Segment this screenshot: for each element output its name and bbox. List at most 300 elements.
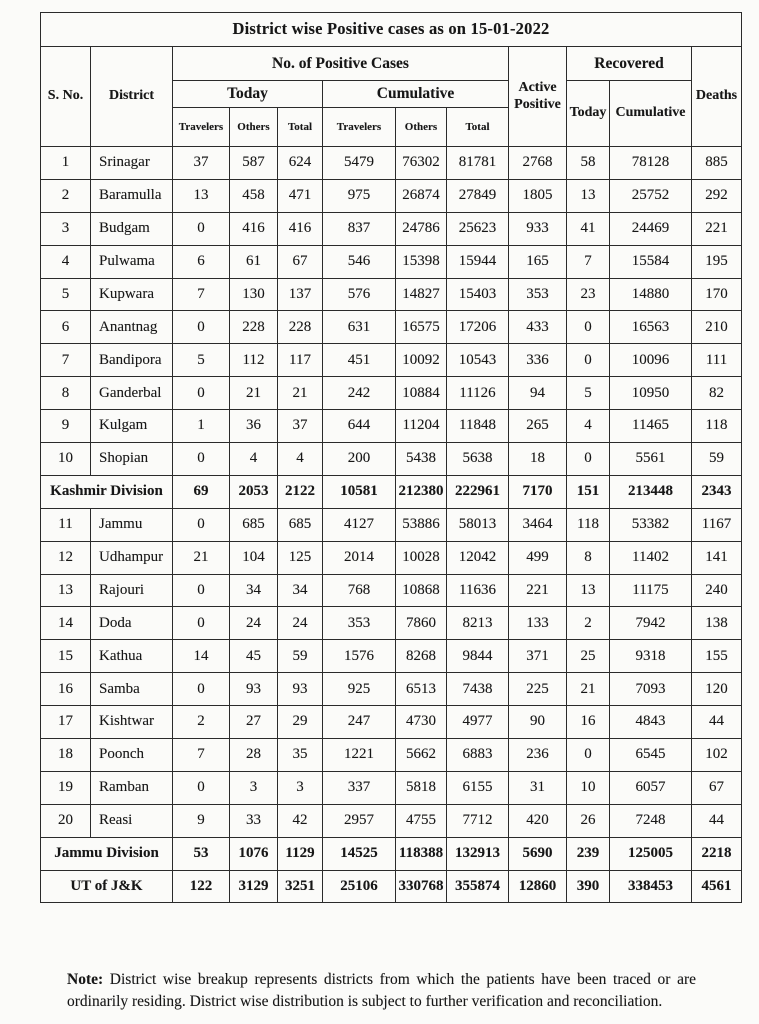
cell-cumulative-others: 10092 <box>396 344 447 377</box>
cell-cumulative-total: 15403 <box>447 278 509 311</box>
col-header-s-no: S. No. <box>41 47 91 147</box>
cell-recovered-today: 5 <box>567 377 610 410</box>
cell-cumulative-travelers: 242 <box>323 377 396 410</box>
cell-deaths: 885 <box>692 147 742 180</box>
cell-today-others: 36 <box>230 410 278 443</box>
cell-deaths: 195 <box>692 245 742 278</box>
cell-recovered-cumulative: 5561 <box>610 443 692 476</box>
cell-recovered-cumulative: 6057 <box>610 771 692 804</box>
cell-today-travelers: 2 <box>173 706 230 739</box>
district-row <box>41 706 742 739</box>
cell-recovered-cumulative: 53382 <box>610 508 692 541</box>
table-header <box>41 13 742 147</box>
cell-today-others: 34 <box>230 574 278 607</box>
cell-cumulative-travelers: 1576 <box>323 640 396 673</box>
cell-cumulative-travelers: 546 <box>323 245 396 278</box>
district-row <box>41 574 742 607</box>
cell-today-travelers: 0 <box>173 508 230 541</box>
district-row <box>41 179 742 212</box>
cell-recovered-today: 4 <box>567 410 610 443</box>
cell-s-no: 9 <box>41 410 91 443</box>
cell-district: Samba <box>91 673 173 706</box>
cell-s-no: 2 <box>41 179 91 212</box>
cell-district: Srinagar <box>91 147 173 180</box>
col-header-recovered-today: Today <box>567 81 610 147</box>
cell-today-total: 37 <box>278 410 323 443</box>
cell-cumulative-travelers: 837 <box>323 212 396 245</box>
cell-cumulative-travelers: 353 <box>323 607 396 640</box>
cell-today-others: 228 <box>230 311 278 344</box>
cell-recovered-cumulative: 78128 <box>610 147 692 180</box>
cell-s-no: 4 <box>41 245 91 278</box>
cell-today-travelers: 0 <box>173 673 230 706</box>
cell-today-others: 416 <box>230 212 278 245</box>
district-row <box>41 245 742 278</box>
cell-active-positive: 94 <box>509 377 567 410</box>
district-row <box>41 344 742 377</box>
cell-cumulative-others: 4730 <box>396 706 447 739</box>
cell-today-travelers: 37 <box>173 147 230 180</box>
cell-today-travelers: 0 <box>173 607 230 640</box>
cell-cumulative-others: 118388 <box>396 837 447 870</box>
cell-deaths: 44 <box>692 706 742 739</box>
cell-cumulative-total: 11126 <box>447 377 509 410</box>
cell-active-positive: 420 <box>509 804 567 837</box>
cell-today-total: 67 <box>278 245 323 278</box>
cell-recovered-today: 390 <box>567 870 610 903</box>
cell-today-travelers: 21 <box>173 541 230 574</box>
cell-cumulative-total: 4977 <box>447 706 509 739</box>
cell-cumulative-travelers: 576 <box>323 278 396 311</box>
cell-cumulative-total: 222961 <box>447 475 509 508</box>
cell-cumulative-others: 10028 <box>396 541 447 574</box>
cell-recovered-cumulative: 11465 <box>610 410 692 443</box>
cell-active-positive: 336 <box>509 344 567 377</box>
cell-today-others: 45 <box>230 640 278 673</box>
cell-today-total: 24 <box>278 607 323 640</box>
cell-cumulative-others: 15398 <box>396 245 447 278</box>
cell-today-total: 59 <box>278 640 323 673</box>
col-header-cumulative: Cumulative <box>323 81 509 108</box>
cell-recovered-today: 118 <box>567 508 610 541</box>
cell-s-no: 14 <box>41 607 91 640</box>
cell-active-positive: 265 <box>509 410 567 443</box>
cell-deaths: 221 <box>692 212 742 245</box>
district-row <box>41 443 742 476</box>
cell-active-positive: 353 <box>509 278 567 311</box>
cell-today-others: 33 <box>230 804 278 837</box>
cell-today-travelers: 0 <box>173 443 230 476</box>
district-row <box>41 673 742 706</box>
cell-cumulative-travelers: 2014 <box>323 541 396 574</box>
cell-cumulative-total: 25623 <box>447 212 509 245</box>
district-row <box>41 541 742 574</box>
cell-active-positive: 3464 <box>509 508 567 541</box>
cell-deaths: 170 <box>692 278 742 311</box>
cell-district: Kulgam <box>91 410 173 443</box>
cell-today-travelers: 69 <box>173 475 230 508</box>
cell-today-total: 624 <box>278 147 323 180</box>
cell-active-positive: 7170 <box>509 475 567 508</box>
cell-today-travelers: 14 <box>173 640 230 673</box>
cell-today-travelers: 5 <box>173 344 230 377</box>
summary-label: Jammu Division <box>41 837 173 870</box>
cell-today-total: 1129 <box>278 837 323 870</box>
cell-today-travelers: 13 <box>173 179 230 212</box>
cell-deaths: 2343 <box>692 475 742 508</box>
cell-recovered-cumulative: 16563 <box>610 311 692 344</box>
cell-cumulative-travelers: 10581 <box>323 475 396 508</box>
cell-deaths: 4561 <box>692 870 742 903</box>
cell-today-total: 125 <box>278 541 323 574</box>
cell-district: Ganderbal <box>91 377 173 410</box>
cell-district: Udhampur <box>91 541 173 574</box>
cell-recovered-cumulative: 11402 <box>610 541 692 574</box>
cell-district: Rajouri <box>91 574 173 607</box>
cell-today-total: 3251 <box>278 870 323 903</box>
cell-today-others: 27 <box>230 706 278 739</box>
cell-deaths: 118 <box>692 410 742 443</box>
cell-recovered-today: 26 <box>567 804 610 837</box>
summary-label: Kashmir Division <box>41 475 173 508</box>
cell-today-total: 29 <box>278 706 323 739</box>
cell-cumulative-others: 5438 <box>396 443 447 476</box>
district-row <box>41 739 742 772</box>
cell-deaths: 138 <box>692 607 742 640</box>
cell-cumulative-travelers: 631 <box>323 311 396 344</box>
cell-recovered-cumulative: 7248 <box>610 804 692 837</box>
cell-s-no: 1 <box>41 147 91 180</box>
cell-recovered-today: 0 <box>567 311 610 344</box>
cell-active-positive: 31 <box>509 771 567 804</box>
cell-s-no: 5 <box>41 278 91 311</box>
cell-recovered-cumulative: 25752 <box>610 179 692 212</box>
cell-cumulative-travelers: 337 <box>323 771 396 804</box>
cell-today-total: 137 <box>278 278 323 311</box>
cell-active-positive: 1805 <box>509 179 567 212</box>
cell-cumulative-travelers: 4127 <box>323 508 396 541</box>
summary-row-jammu-division <box>41 837 742 870</box>
cell-today-total: 228 <box>278 311 323 344</box>
cell-today-total: 4 <box>278 443 323 476</box>
cell-recovered-cumulative: 10096 <box>610 344 692 377</box>
cell-active-positive: 221 <box>509 574 567 607</box>
cell-active-positive: 433 <box>509 311 567 344</box>
cell-recovered-today: 2 <box>567 607 610 640</box>
cell-cumulative-total: 58013 <box>447 508 509 541</box>
cell-cumulative-travelers: 200 <box>323 443 396 476</box>
cell-cumulative-travelers: 5479 <box>323 147 396 180</box>
cell-district: Poonch <box>91 739 173 772</box>
summary-row-ut-of-j-k <box>41 870 742 903</box>
cell-today-others: 130 <box>230 278 278 311</box>
cell-deaths: 59 <box>692 443 742 476</box>
cell-recovered-cumulative: 125005 <box>610 837 692 870</box>
cell-s-no: 8 <box>41 377 91 410</box>
cell-today-others: 3129 <box>230 870 278 903</box>
cell-cumulative-total: 9844 <box>447 640 509 673</box>
cell-today-travelers: 0 <box>173 574 230 607</box>
cell-recovered-cumulative: 24469 <box>610 212 692 245</box>
cell-today-total: 35 <box>278 739 323 772</box>
cell-deaths: 1167 <box>692 508 742 541</box>
cell-district: Budgam <box>91 212 173 245</box>
cell-today-others: 587 <box>230 147 278 180</box>
cell-cumulative-total: 6883 <box>447 739 509 772</box>
cell-s-no: 10 <box>41 443 91 476</box>
cell-recovered-today: 7 <box>567 245 610 278</box>
cell-today-travelers: 0 <box>173 311 230 344</box>
cell-today-others: 458 <box>230 179 278 212</box>
note-text <box>67 969 696 1012</box>
col-header-today: Today <box>173 81 323 108</box>
cell-active-positive: 18 <box>509 443 567 476</box>
cell-deaths: 155 <box>692 640 742 673</box>
cell-district: Kishtwar <box>91 706 173 739</box>
cell-today-travelers: 0 <box>173 212 230 245</box>
cell-deaths: 111 <box>692 344 742 377</box>
district-row <box>41 771 742 804</box>
cell-cumulative-total: 355874 <box>447 870 509 903</box>
cell-today-others: 2053 <box>230 475 278 508</box>
cell-deaths: 141 <box>692 541 742 574</box>
cell-today-others: 93 <box>230 673 278 706</box>
cell-cumulative-travelers: 451 <box>323 344 396 377</box>
summary-label: UT of J&K <box>41 870 173 903</box>
cell-today-total: 2122 <box>278 475 323 508</box>
district-row <box>41 311 742 344</box>
cell-today-others: 61 <box>230 245 278 278</box>
col-header-cumulative-others: Others <box>396 108 447 147</box>
cell-recovered-cumulative: 4843 <box>610 706 692 739</box>
cell-recovered-cumulative: 6545 <box>610 739 692 772</box>
cell-cumulative-total: 12042 <box>447 541 509 574</box>
cell-today-travelers: 9 <box>173 804 230 837</box>
cell-today-others: 1076 <box>230 837 278 870</box>
cell-deaths: 210 <box>692 311 742 344</box>
cell-today-others: 3 <box>230 771 278 804</box>
col-header-recovered: Recovered <box>567 47 692 81</box>
cell-deaths: 292 <box>692 179 742 212</box>
cell-today-total: 21 <box>278 377 323 410</box>
cell-s-no: 16 <box>41 673 91 706</box>
district-row <box>41 212 742 245</box>
cell-cumulative-others: 330768 <box>396 870 447 903</box>
col-header-active-positive: Active Positive <box>509 47 567 147</box>
cell-s-no: 17 <box>41 706 91 739</box>
cell-cumulative-total: 81781 <box>447 147 509 180</box>
cell-active-positive: 2768 <box>509 147 567 180</box>
note-body: District wise breakup represents districts from which the patients have been traced or are ordinarily residing. District wise distribution is subject to further verification and reconciliation. <box>67 971 696 1010</box>
cell-cumulative-travelers: 768 <box>323 574 396 607</box>
col-header-positive-cases: No. of Positive Cases <box>173 47 509 81</box>
cell-recovered-today: 8 <box>567 541 610 574</box>
cell-cumulative-others: 53886 <box>396 508 447 541</box>
cell-deaths: 102 <box>692 739 742 772</box>
district-row <box>41 640 742 673</box>
cell-recovered-cumulative: 9318 <box>610 640 692 673</box>
header-row-groups <box>41 47 742 81</box>
district-row <box>41 147 742 180</box>
cell-recovered-today: 21 <box>567 673 610 706</box>
summary-row-kashmir-division <box>41 475 742 508</box>
cell-recovered-today: 151 <box>567 475 610 508</box>
cell-today-total: 93 <box>278 673 323 706</box>
cell-district: Kupwara <box>91 278 173 311</box>
cell-today-travelers: 53 <box>173 837 230 870</box>
cell-cumulative-travelers: 644 <box>323 410 396 443</box>
cell-cumulative-total: 11636 <box>447 574 509 607</box>
cell-cumulative-total: 10543 <box>447 344 509 377</box>
cell-today-total: 34 <box>278 574 323 607</box>
cell-cumulative-others: 4755 <box>396 804 447 837</box>
cell-recovered-today: 0 <box>567 739 610 772</box>
cell-recovered-cumulative: 14880 <box>610 278 692 311</box>
cell-cumulative-others: 11204 <box>396 410 447 443</box>
cell-recovered-today: 25 <box>567 640 610 673</box>
cell-recovered-cumulative: 11175 <box>610 574 692 607</box>
table-title: District wise Positive cases as on 15-01-2022 <box>41 13 742 47</box>
cell-recovered-cumulative: 15584 <box>610 245 692 278</box>
cell-deaths: 44 <box>692 804 742 837</box>
cell-cumulative-others: 10868 <box>396 574 447 607</box>
cell-today-total: 685 <box>278 508 323 541</box>
cell-active-positive: 225 <box>509 673 567 706</box>
col-header-cumulative-travelers: Travelers <box>323 108 396 147</box>
cell-district: Baramulla <box>91 179 173 212</box>
cell-deaths: 82 <box>692 377 742 410</box>
cell-recovered-today: 13 <box>567 179 610 212</box>
cell-cumulative-total: 17206 <box>447 311 509 344</box>
col-header-today-travelers: Travelers <box>173 108 230 147</box>
cell-recovered-today: 0 <box>567 344 610 377</box>
cell-cumulative-total: 27849 <box>447 179 509 212</box>
cell-deaths: 67 <box>692 771 742 804</box>
cell-today-others: 685 <box>230 508 278 541</box>
cell-cumulative-travelers: 925 <box>323 673 396 706</box>
cell-cumulative-total: 7438 <box>447 673 509 706</box>
cell-recovered-today: 23 <box>567 278 610 311</box>
cell-cumulative-travelers: 25106 <box>323 870 396 903</box>
cell-active-positive: 499 <box>509 541 567 574</box>
cell-deaths: 240 <box>692 574 742 607</box>
col-header-deaths: Deaths <box>692 47 742 147</box>
cell-today-others: 28 <box>230 739 278 772</box>
cell-s-no: 13 <box>41 574 91 607</box>
district-row <box>41 278 742 311</box>
col-header-district: District <box>91 47 173 147</box>
cell-cumulative-others: 5662 <box>396 739 447 772</box>
cell-s-no: 6 <box>41 311 91 344</box>
cell-recovered-today: 239 <box>567 837 610 870</box>
cell-active-positive: 236 <box>509 739 567 772</box>
cell-active-positive: 5690 <box>509 837 567 870</box>
col-header-today-total: Total <box>278 108 323 147</box>
cell-recovered-cumulative: 7093 <box>610 673 692 706</box>
cell-today-travelers: 6 <box>173 245 230 278</box>
cell-active-positive: 12860 <box>509 870 567 903</box>
cell-cumulative-others: 10884 <box>396 377 447 410</box>
cell-cumulative-others: 5818 <box>396 771 447 804</box>
cell-cumulative-others: 16575 <box>396 311 447 344</box>
cell-s-no: 18 <box>41 739 91 772</box>
cell-today-others: 24 <box>230 607 278 640</box>
cell-district: Reasi <box>91 804 173 837</box>
district-row <box>41 410 742 443</box>
cell-s-no: 11 <box>41 508 91 541</box>
cell-district: Doda <box>91 607 173 640</box>
col-header-today-others: Others <box>230 108 278 147</box>
cell-district: Pulwama <box>91 245 173 278</box>
cell-district: Shopian <box>91 443 173 476</box>
cell-active-positive: 165 <box>509 245 567 278</box>
cell-cumulative-others: 8268 <box>396 640 447 673</box>
cell-today-total: 471 <box>278 179 323 212</box>
col-header-recovered-cumulative: Cumulative <box>610 81 692 147</box>
district-row <box>41 508 742 541</box>
cell-deaths: 2218 <box>692 837 742 870</box>
cell-active-positive: 133 <box>509 607 567 640</box>
cell-cumulative-others: 6513 <box>396 673 447 706</box>
cell-recovered-cumulative: 10950 <box>610 377 692 410</box>
cell-today-total: 3 <box>278 771 323 804</box>
cell-s-no: 3 <box>41 212 91 245</box>
cell-today-total: 416 <box>278 212 323 245</box>
cell-active-positive: 933 <box>509 212 567 245</box>
cell-s-no: 12 <box>41 541 91 574</box>
cell-today-travelers: 1 <box>173 410 230 443</box>
cell-recovered-today: 10 <box>567 771 610 804</box>
cell-recovered-today: 13 <box>567 574 610 607</box>
cell-today-travelers: 0 <box>173 771 230 804</box>
cell-today-others: 104 <box>230 541 278 574</box>
cell-today-travelers: 122 <box>173 870 230 903</box>
cell-today-travelers: 7 <box>173 278 230 311</box>
cell-recovered-today: 41 <box>567 212 610 245</box>
cell-district: Ramban <box>91 771 173 804</box>
cell-cumulative-total: 11848 <box>447 410 509 443</box>
cell-recovered-today: 58 <box>567 147 610 180</box>
cell-s-no: 7 <box>41 344 91 377</box>
cell-cumulative-others: 76302 <box>396 147 447 180</box>
cell-cumulative-travelers: 247 <box>323 706 396 739</box>
cell-recovered-cumulative: 7942 <box>610 607 692 640</box>
cell-today-others: 4 <box>230 443 278 476</box>
cell-cumulative-total: 5638 <box>447 443 509 476</box>
cell-today-total: 117 <box>278 344 323 377</box>
cell-cumulative-travelers: 14525 <box>323 837 396 870</box>
cell-today-travelers: 7 <box>173 739 230 772</box>
cell-today-others: 21 <box>230 377 278 410</box>
cell-cumulative-travelers: 975 <box>323 179 396 212</box>
cell-cumulative-others: 14827 <box>396 278 447 311</box>
district-row <box>41 377 742 410</box>
cell-cumulative-others: 212380 <box>396 475 447 508</box>
cell-today-others: 112 <box>230 344 278 377</box>
cell-cumulative-others: 7860 <box>396 607 447 640</box>
cell-today-travelers: 0 <box>173 377 230 410</box>
cell-cumulative-others: 26874 <box>396 179 447 212</box>
col-header-cumulative-total: Total <box>447 108 509 147</box>
cell-cumulative-travelers: 1221 <box>323 739 396 772</box>
cell-district: Anantnag <box>91 311 173 344</box>
cell-s-no: 20 <box>41 804 91 837</box>
table-body <box>41 147 742 903</box>
cell-recovered-today: 16 <box>567 706 610 739</box>
note-label: Note: <box>67 971 104 988</box>
cell-cumulative-total: 132913 <box>447 837 509 870</box>
cell-cumulative-total: 15944 <box>447 245 509 278</box>
